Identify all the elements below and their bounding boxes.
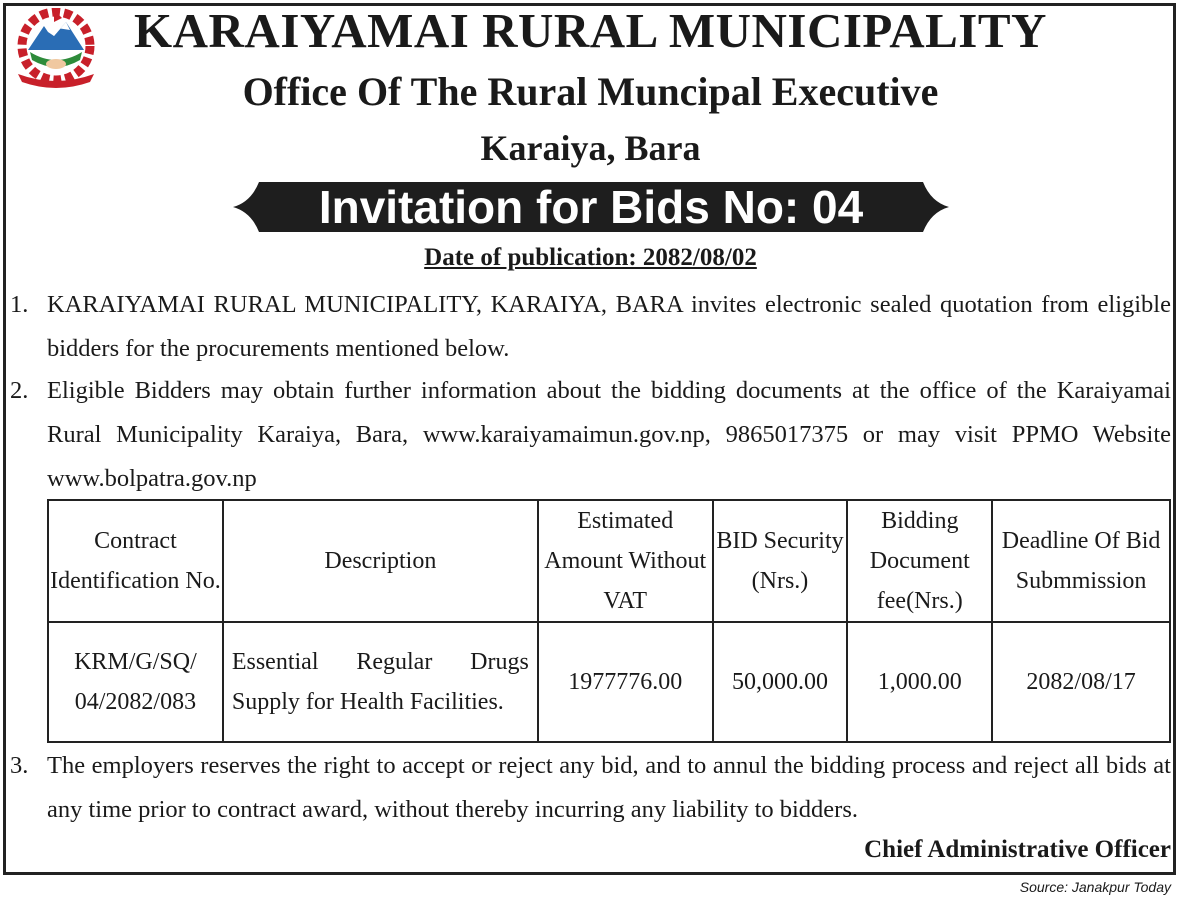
col-estimated-amount: Estimated Amount Without VAT: [538, 500, 713, 622]
cell-contract-id: KRM/G/SQ/ 04/2082/083: [48, 622, 223, 742]
col-contract-id: Contract Identification No.: [48, 500, 223, 622]
col-bid-security: BID Security (Nrs.): [713, 500, 848, 622]
invitation-banner: [233, 178, 949, 236]
table-row: [48, 622, 1170, 742]
item-text: Eligible Bidders may obtain further information about the bidding documents at the office of the Karaiyamai Rural Municipality Karaiya, Bara, www.karaiyamaimun.gov.np, 9865017375 or may visit PPMO Website www.bolpatra.gov.np: [47, 377, 1171, 492]
item-number: 3.: [10, 752, 29, 779]
col-description: Description: [223, 500, 538, 622]
bid-table: [47, 499, 1171, 743]
col-document-fee: Bidding Document fee(Nrs.): [847, 500, 992, 622]
cell-deadline: 2082/08/17: [992, 622, 1170, 742]
item-number: 1.: [10, 291, 29, 318]
item-text: The employers reserves the right to accept or reject any bid, and to annul the bidding process and reject all bids at any time prior to contract award, without thereby incurring any liability to bidders.: [47, 752, 1171, 823]
table-header-row: [48, 500, 1170, 622]
municipality-title: KARAIYAMAI RURAL MUNICIPALITY: [134, 3, 1047, 58]
item-number: 2.: [10, 377, 29, 404]
cell-document-fee: 1,000.00: [847, 622, 992, 742]
signature-title: Chief Administrative Officer: [864, 836, 1171, 863]
location: Karaiya, Bara: [480, 128, 701, 168]
cell-estimated-amount: 1977776.00: [538, 622, 713, 742]
list-item: [10, 283, 1171, 371]
banner-title: Invitation for Bids No: 04: [318, 181, 864, 233]
list-item: [10, 744, 1171, 832]
source-credit: Source: Janakpur Today: [1019, 879, 1171, 895]
cell-bid-security: 50,000.00: [713, 622, 848, 742]
list-item: [10, 369, 1171, 501]
office-subtitle: Office Of The Rural Muncipal Executive: [242, 69, 939, 114]
cell-description: Essential Regular Drugs Supply for Health Facilities.: [223, 622, 538, 742]
item-text: KARAIYAMAI RURAL MUNICIPALITY, KARAIYA, BARA invites electronic sealed quotation from eligible bidders for the procurements mentioned below.: [47, 291, 1171, 362]
col-deadline: Deadline Of Bid Submmission: [992, 500, 1170, 622]
publication-date: Date of publication: 2082/08/02: [424, 244, 757, 271]
